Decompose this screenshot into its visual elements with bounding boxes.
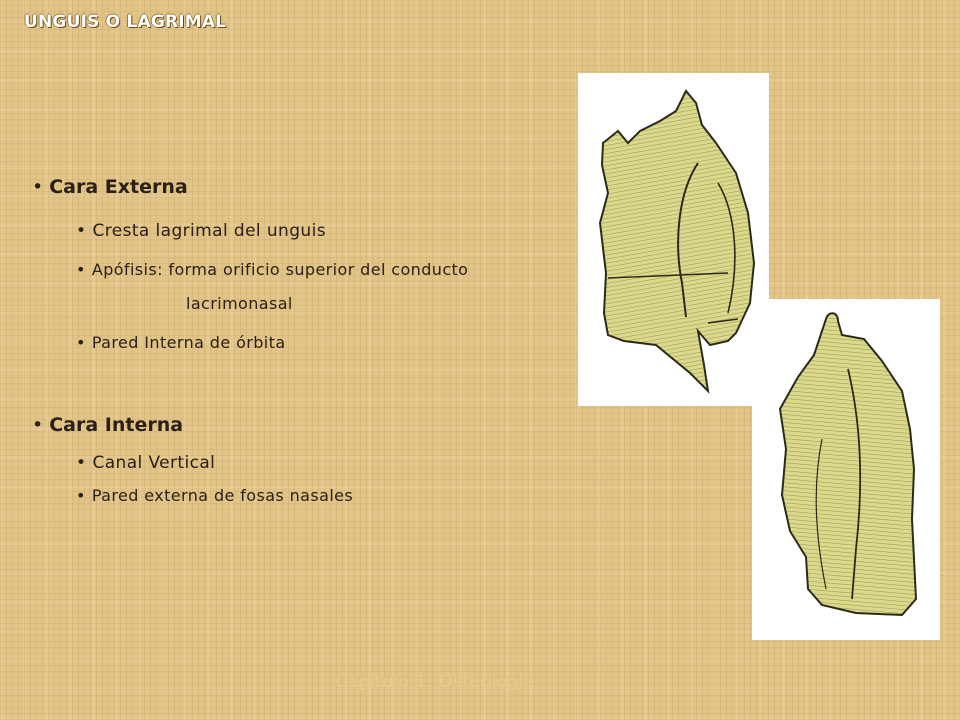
bullet-icon: • — [76, 333, 86, 352]
cara-interna-heading: • Cara Interna — [32, 414, 184, 436]
cara-externa-item-continuation: lacrimonasal — [186, 294, 293, 313]
lacrimal-bone-internal-illustration — [752, 299, 940, 640]
lacrimal-bone-external-illustration — [578, 73, 769, 406]
bullet-icon: • — [76, 260, 86, 279]
bullet-icon: • — [76, 486, 86, 505]
cara-interna-item: • Pared externa de fosas nasales — [76, 486, 354, 505]
slide-title: UNGUIS O LAGRIMAL — [24, 12, 227, 32]
bullet-icon: • — [32, 414, 44, 436]
bullet-icon: • — [76, 453, 87, 473]
cara-interna-item: • Canal Vertical — [76, 453, 216, 473]
cara-externa-item: • Apófisis: forma orificio superior del conducto — [76, 260, 469, 279]
bullet-icon: • — [32, 176, 44, 198]
bullet-icon: • — [76, 221, 87, 241]
lacrimal-bone-external-image — [578, 73, 769, 406]
cara-externa-item: • Cresta lagrimal del unguis — [76, 221, 326, 241]
lacrimal-bone-internal-image — [752, 299, 940, 640]
cara-externa-heading: • Cara Externa — [32, 176, 188, 198]
cara-externa-item: • Pared Interna de órbita — [76, 333, 286, 352]
slide-footer: Capítulo 1: Osteología — [335, 672, 535, 692]
